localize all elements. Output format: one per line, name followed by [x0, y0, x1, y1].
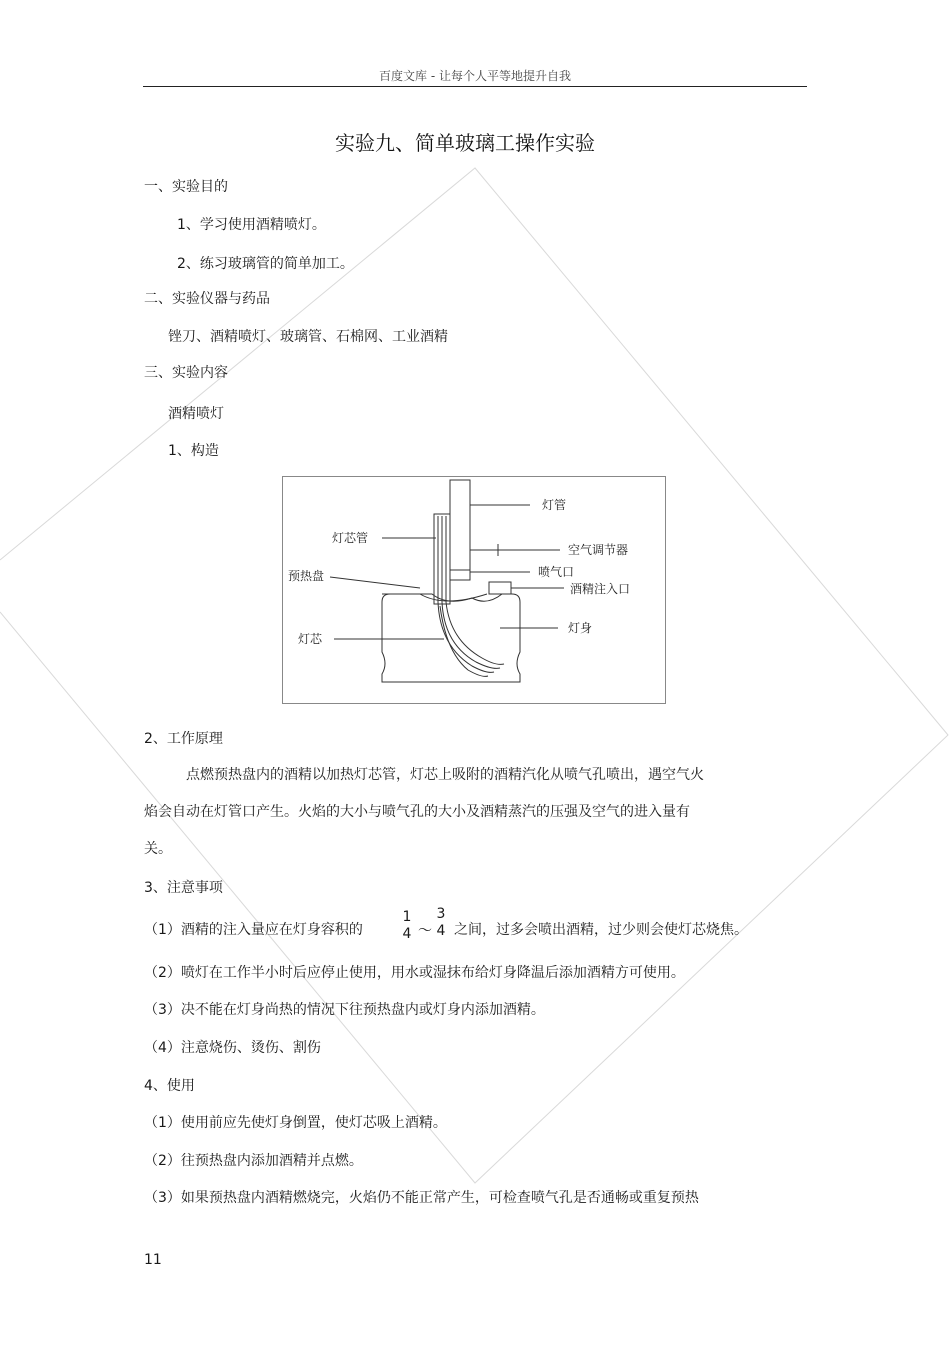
label-nozzle: 喷气口 [538, 565, 575, 579]
fraction-three-quarters [434, 906, 448, 940]
header-rule [143, 86, 807, 87]
label-wick: 灯芯 [298, 632, 323, 646]
paragraph-line: 焰会自动在灯管口产生。火焰的大小与喷气孔的大小及酒精蒸汽的压强及空气的进入量有 [144, 804, 690, 820]
page-header: 百度文库 - 让每个人平等地提升自我 [379, 69, 571, 83]
subheading: 酒精喷灯 [168, 406, 224, 422]
list-item: 1、学习使用酒精喷灯。 [177, 217, 326, 233]
section-heading: 一、实验目的 [144, 179, 228, 195]
paragraph: 锉刀、酒精喷灯、玻璃管、石棉网、工业酒精 [168, 329, 448, 345]
note-item: （4）注意烧伤、烫伤、割伤 [144, 1040, 321, 1056]
section-heading: 三、实验内容 [144, 365, 228, 381]
fraction-denominator: 4 [402, 926, 412, 942]
note-item-text: 之间，过多会喷出酒精，过少则会使灯芯烧焦。 [454, 922, 748, 938]
label-wick-tube: 灯芯管 [332, 531, 369, 545]
paragraph-line: 点燃预热盘内的酒精以加热灯芯管，灯芯上吸附的酒精汽化从喷气孔喷出，遇空气火 [186, 767, 704, 783]
label-lamp-tube: 灯管 [542, 498, 567, 512]
label-preheat-pan: 预热盘 [288, 569, 325, 583]
section-heading: 3、注意事项 [144, 880, 223, 896]
usage-item: （2）往预热盘内添加酒精并点燃。 [144, 1153, 363, 1169]
page-number: 11 [144, 1252, 162, 1268]
paragraph-line: 关。 [144, 841, 172, 857]
note-item-text: （1）酒精的注入量应在灯身容积的 [144, 922, 363, 938]
note-item: （3）决不能在灯身尚热的情况下往预热盘内或灯身内添加酒精。 [144, 1002, 545, 1018]
tilde: ～ [418, 923, 432, 939]
fraction-numerator: 1 [402, 909, 412, 925]
usage-item: （1）使用前应先使灯身倒置，使灯芯吸上酒精。 [144, 1115, 447, 1131]
list-item: 2、练习玻璃管的简单加工。 [177, 256, 354, 272]
fraction-numerator: 3 [436, 906, 446, 922]
document-title: 实验九、简单玻璃工操作实验 [335, 131, 595, 155]
usage-item: （3）如果预热盘内酒精燃烧完，火焰仍不能正常产生，可检查喷气孔是否通畅或重复预热 [144, 1190, 699, 1206]
note-item: （2）喷灯在工作半小时后应停止使用，用水或湿抹布给灯身降温后添加酒精方可使用。 [144, 965, 685, 981]
fraction-denominator: 4 [436, 923, 446, 939]
section-heading: 4、使用 [144, 1078, 195, 1094]
fraction-one-quarter [400, 909, 414, 943]
label-air-regulator: 空气调节器 [568, 543, 629, 557]
label-lamp-body: 灯身 [568, 621, 593, 635]
section-heading: 2、工作原理 [144, 731, 223, 747]
alcohol-lamp-diagram [282, 476, 667, 704]
label-alcohol-inlet: 酒精注入口 [570, 582, 631, 596]
subheading: 1、构造 [168, 443, 219, 459]
section-heading: 二、实验仪器与药品 [144, 291, 270, 307]
